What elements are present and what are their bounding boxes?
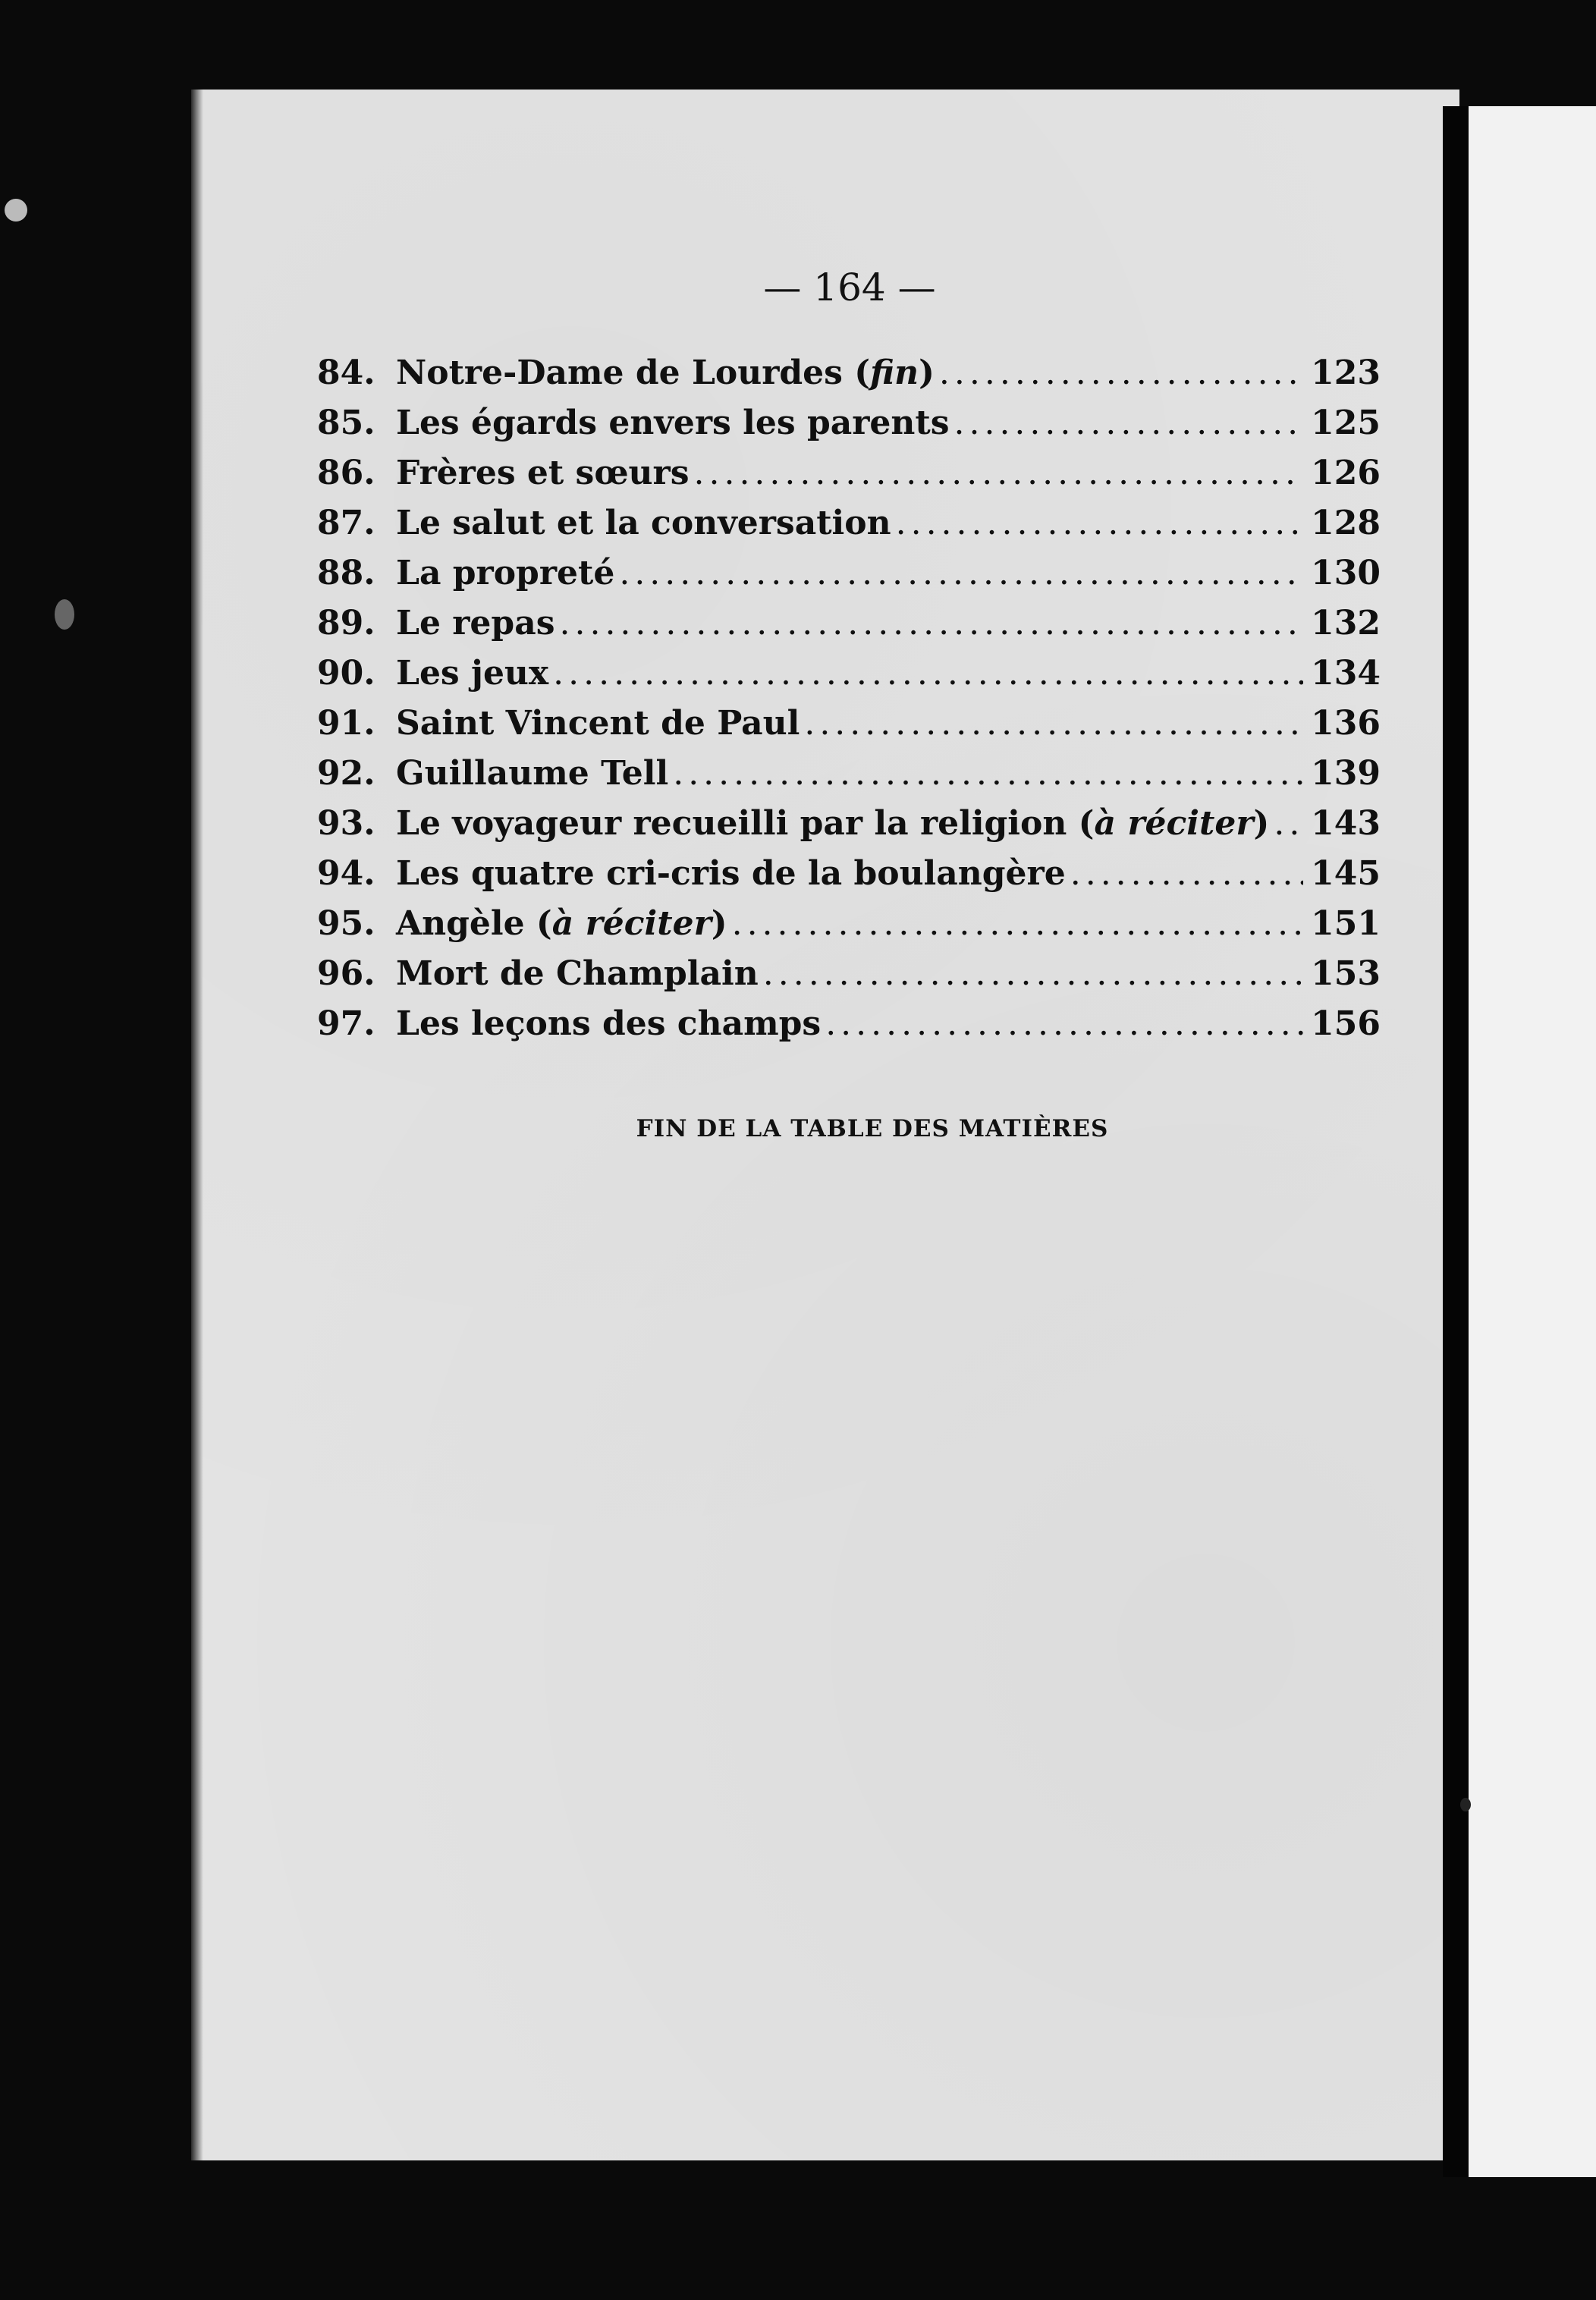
toc-entry-page: 134 (1311, 654, 1381, 693)
toc-entry-title (396, 954, 759, 993)
toc-entry-title-text: Le repas (396, 604, 555, 643)
scan-speck (1460, 1798, 1471, 1811)
toc-entry-page: 145 (1311, 854, 1381, 893)
toc-entry (317, 604, 1381, 654)
toc-entry-title (396, 704, 800, 743)
toc-entry-number: 89. (317, 604, 375, 643)
toc-entry-title-italic: à réciter (551, 904, 712, 943)
toc-entry-page: 128 (1311, 504, 1381, 542)
facing-page-edge (1469, 106, 1596, 2177)
toc-entry-number: 97. (317, 1004, 375, 1043)
table-of-contents (317, 353, 1381, 1054)
toc-dot-leader (693, 454, 1303, 492)
toc-dot-leader (553, 654, 1303, 693)
toc-dot-leader (732, 904, 1303, 943)
toc-entry-number: 96. (317, 954, 375, 993)
toc-entry-title-text: Angèle ( (396, 904, 552, 943)
toc-dot-leader (939, 353, 1303, 392)
toc-dot-leader (619, 554, 1303, 592)
toc-entry-title-text: Saint Vincent de Paul (396, 704, 800, 743)
toc-entry (317, 1004, 1381, 1054)
toc-entry-title (396, 454, 689, 492)
toc-entry-title-text: Notre-Dame de Lourdes ( (396, 353, 871, 392)
toc-dot-leader (1070, 854, 1303, 893)
toc-entry-page: 151 (1311, 904, 1381, 943)
toc-entry-title (396, 504, 891, 542)
toc-entry-number: 90. (317, 654, 375, 693)
toc-dot-leader (804, 704, 1303, 743)
toc-dot-leader (763, 954, 1303, 993)
toc-entry-title-suffix: ) (711, 904, 727, 943)
toc-entry-page: 136 (1311, 704, 1381, 743)
toc-dot-leader (673, 754, 1303, 793)
toc-entry-title (396, 854, 1066, 893)
toc-entry-title-text: Le voyageur recueilli par la religion ( (396, 804, 1095, 843)
toc-entry-page: 153 (1311, 954, 1381, 993)
toc-entry-page: 132 (1311, 604, 1381, 643)
toc-entry-number: 95. (317, 904, 375, 943)
toc-entry (317, 954, 1381, 1004)
toc-entry-title (396, 1004, 821, 1043)
toc-entry-title-italic: à réciter (1094, 804, 1254, 843)
toc-entry-page: 156 (1311, 1004, 1381, 1043)
toc-entry-title-text: Le salut et la conversation (396, 504, 891, 542)
toc-entry (317, 654, 1381, 704)
toc-entry-page: 139 (1311, 754, 1381, 793)
toc-entry-title-text: Mort de Champlain (396, 954, 759, 993)
toc-entry-number: 85. (317, 404, 375, 442)
toc-entry-title (396, 654, 548, 693)
toc-entry-number: 87. (317, 504, 375, 542)
toc-dot-leader (896, 504, 1303, 542)
toc-entry-title-text: Les égards envers les parents (396, 404, 950, 442)
toc-entry (317, 554, 1381, 604)
toc-entry-title-text: Frères et sœurs (396, 454, 690, 492)
toc-entry-page: 130 (1311, 554, 1381, 592)
toc-entry-title (396, 604, 555, 643)
toc-entry-title (396, 904, 727, 943)
toc-entry (317, 404, 1381, 454)
toc-entry (317, 704, 1381, 754)
toc-entry-page: 126 (1311, 454, 1381, 492)
scan-speck (5, 199, 27, 222)
toc-entry (317, 504, 1381, 554)
toc-entry-title (396, 353, 935, 392)
toc-entry (317, 804, 1381, 854)
gutter-bar (1443, 106, 1469, 2177)
page-edge-shadow (191, 90, 203, 2160)
toc-entry-title (396, 404, 949, 442)
toc-entry-title-text: Les leçons des champs (396, 1004, 822, 1043)
toc-dot-leader (954, 404, 1303, 442)
toc-dot-leader (825, 1004, 1303, 1043)
page-number: — 164 — (763, 266, 936, 309)
toc-entry-title-suffix: ) (919, 353, 935, 392)
toc-entry-title (396, 554, 614, 592)
toc-entry-number: 88. (317, 554, 375, 592)
toc-entry-page: 143 (1311, 804, 1381, 843)
toc-entry-number: 92. (317, 754, 375, 793)
toc-entry-number: 93. (317, 804, 375, 843)
toc-entry-title-suffix: ) (1253, 804, 1270, 843)
toc-entry-number: 84. (317, 353, 375, 392)
toc-entry (317, 904, 1381, 954)
toc-entry-number: 86. (317, 454, 375, 492)
toc-entry (317, 754, 1381, 804)
toc-entry-number: 94. (317, 854, 375, 893)
toc-entry-title-italic: fin (870, 353, 919, 392)
end-of-table-note: FIN DE LA TABLE DES MATIÈRES (636, 1115, 1109, 1142)
toc-dot-leader (559, 604, 1303, 643)
toc-entry-title-text: Les quatre cri-cris de la boulangère (396, 854, 1066, 893)
toc-entry-number: 91. (317, 704, 375, 743)
toc-entry-page: 125 (1311, 404, 1381, 442)
toc-entry (317, 353, 1381, 404)
toc-entry-title (396, 804, 1269, 843)
toc-entry-title-text: Guillaume Tell (396, 754, 669, 793)
toc-entry-title-text: La propreté (396, 554, 615, 592)
toc-entry-title-text: Les jeux (396, 654, 549, 693)
scan-speck (55, 599, 74, 630)
toc-entry (317, 854, 1381, 904)
toc-dot-leader (1274, 804, 1303, 843)
toc-entry (317, 454, 1381, 504)
toc-entry-page: 123 (1311, 353, 1381, 392)
toc-entry-title (396, 754, 668, 793)
